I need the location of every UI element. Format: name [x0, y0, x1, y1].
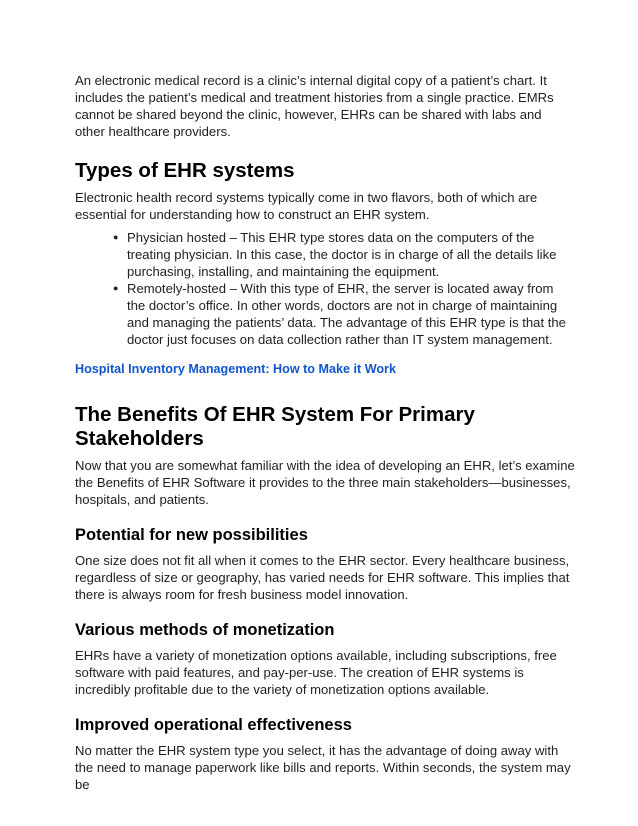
section-paragraph-effectiveness: No matter the EHR system type you select, it has the advantage of doing away with the need to manage paperwork like bills and reports. Within seconds, the system may be [75, 743, 571, 792]
document-page [75, 72, 575, 793]
section-paragraph-monetization: EHRs have a variety of monetization options available, including subscriptions, free software with paid features, and pay-per-use. The creation of EHR systems is incredibly profitable due to the variety of monetization options available. [75, 648, 557, 697]
bullet-icon: ● [113, 283, 119, 293]
types-list [75, 229, 575, 348]
section-heading-possibilities: Potential for new possibilities [75, 526, 308, 544]
bullet-icon: ● [113, 232, 119, 242]
benefits-heading: The Benefits Of EHR System For Primary Stakeholders [75, 403, 475, 450]
list-item-text: Remotely-hosted – With this type of EHR, the server is located away from the doctor’s office. In other words, doctors are not in charge of maintaining and managing the patients’ data. The advantage of this EHR type is that the doctor just focuses on data collection rather than IT system management. [127, 281, 566, 347]
section-heading-monetization: Various methods of monetization [75, 621, 335, 639]
list-item [75, 280, 575, 348]
list-item [75, 229, 575, 280]
intro-paragraph: An electronic medical record is a clinic’s internal digital copy of a patient’s chart. It includes the patient’s medical and treatment histories from a single practice. EMRs cannot be shared beyond the clinic, however, EHRs can be shared with labs and other healthcare providers. [75, 73, 554, 139]
section-heading-effectiveness: Improved operational effectiveness [75, 716, 352, 734]
section-paragraph-possibilities: One size does not fit all when it comes to the EHR sector. Every healthcare business, regardless of size or geography, has varied needs for EHR software. This implies that there is always room for fresh business model innovation. [75, 553, 570, 602]
list-item-text: Physician hosted – This EHR type stores data on the computers of the treating physician. In this case, the doctor is in charge of all the details like purchasing, installing, and maintaining the equipment. [127, 230, 557, 279]
benefits-paragraph: Now that you are somewhat familiar with the idea of developing an EHR, let’s examine the Benefits of EHR Software it provides to the three main stakeholders—businesses, hospitals, and patients. [75, 458, 575, 507]
related-article-link[interactable]: Hospital Inventory Management: How to Make it Work [75, 362, 396, 376]
types-heading: Types of EHR systems [75, 159, 295, 182]
types-paragraph: Electronic health record systems typically come in two flavors, both of which are essential for understanding how to construct an EHR system. [75, 190, 538, 222]
